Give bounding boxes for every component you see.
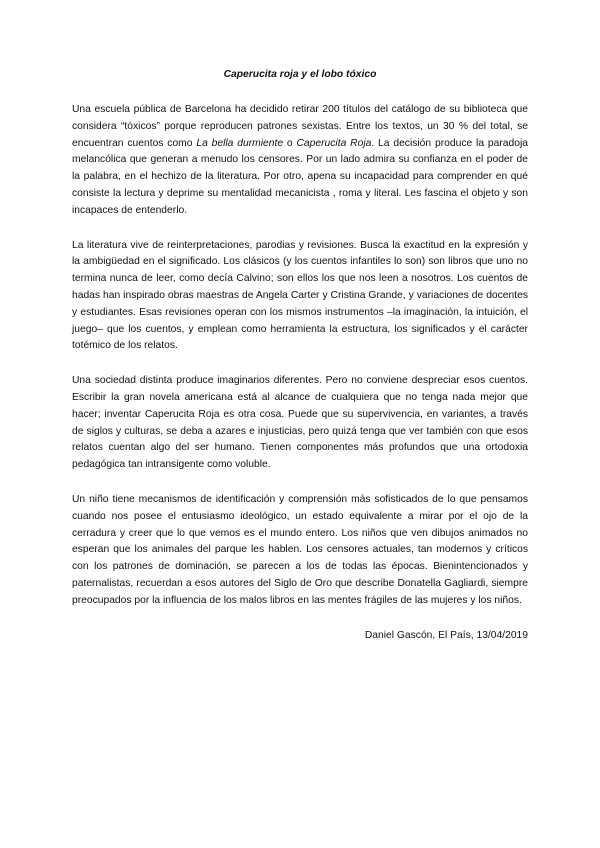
paragraph-1-text-b: o [283, 137, 297, 149]
author-signature: Daniel Gascón, El País, 13/04/2019 [364, 629, 528, 641]
paragraph-1-text-c: . La decisión produce la paradoja melancólica que generan a menudo los censores. Por un lado admira su confianza en el poder de la palabra, en el hechizo de la literatura. Por otro, apena su incapacidad para comprender en qué consiste la lectura y deprime su mentalidad mecanicista , roma y literal. Les fascina el objeto y son incapaces de entenderlo. [72, 137, 528, 216]
book-title-bella-durmiente: La bella durmiente [196, 137, 284, 149]
paragraph-2: La literatura vive de reinterpretaciones, parodias y revisiones. Busca la exactitud en la expresión y la ambigüedad en el significado. Los clásicos (y los cuentos infantiles lo son) son libros que uno no termina nunca de leer, como decía Calvino; son ellos los que nos leen a nosotros. Los cuentos de hadas han inspirado obras maestras de Angela Carter y Cristina Grande, y variaciones de docentes y estudiantes. Esas revisiones operan con los mismos instrumentos –la imaginación, la intuición, el juego– que los cuentos, y emplean como herramienta la estructura, los significados y el carácter totémico de los relatos. [72, 239, 528, 352]
paragraph-1-text-a: Una escuela pública de Barcelona ha decidido retirar 200 títulos del catálogo de su biblioteca que considera “tóxicos” porque reproducen patrones sexistas. Entre los textos, un 30 % del total, se encuentran cuentos como [72, 104, 528, 149]
paragraph-3: Una sociedad distinta produce imaginarios diferentes. Pero no conviene despreciar esos cuentos. Escribir la gran novela americana está al alcance de cualquiera que no tenga nada mejor que hacer; inventar Caperucita Roja es otra cosa. Puede que su supervivencia, en variantes, a través de siglos y culturas, se deba a azares e injusticias, pero quizá tenga que ver también con que esos relatos cuentan algo del ser humano. Tienen componentes más profundos que una ortodoxia pedagógica tan intransigente como voluble. [72, 375, 528, 471]
document-title: Caperucita roja y el lobo tóxico [223, 69, 377, 80]
paragraph-1 [72, 102, 528, 220]
document-page [72, 68, 528, 644]
paragraph-4: Un niño tiene mecanismos de identificación y comprensión más sofisticados de lo que pensamos cuando nos posee el entusiasmo ideológico, un estado equivalente a mirar por el ojo de la cerradura y creer que lo que vemos es el mundo entero. Los niños que ven dibujos animados no esperan que los animales del parque les hablen. Los censores actuales, tan modernos y críticos con los patrones de dominación, se parecen a los de todas las épocas. Bienintencionados y paternalistas, recuerdan a esos autores del Siglo de Oro que describe Donatella Gagliardi, siempre preocupados por la influencia de los malos libros en las mentes frágiles de las mujeres y los niños. [72, 493, 528, 606]
book-title-caperucita: Caperucita Roja [296, 137, 372, 149]
